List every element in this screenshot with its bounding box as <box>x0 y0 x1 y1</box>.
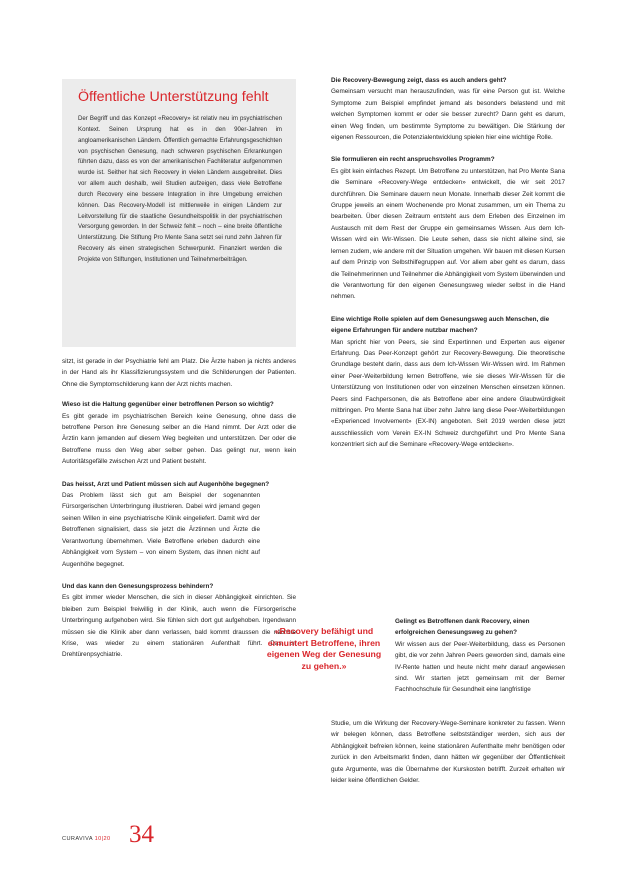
info-box-text: Der Begriff und das Konzept «Recovery» ist relativ neu im psychiatrischen Kontext. Seinen Ursprung hat es in den 90er-Jahren im angloamerikanischen Ländern. Öffentlich gemachte Erfahrungsgeschichten von psychischen Genesung, nach schweren psychischen Erkrankungen führten dazu, dass es von der amerikanischen Fachliteratur aufgenommen wurde ist. Seither hat sich Recovery in vielen Ländern ausgebreitet. Dies vor allem auch deshalb, weil Studien aufzeigen, dass viele Betroffene durch Recovery eine bessere Integration in ihre Umgebung erreichen können. Das Recovery-Modell ist mittlerweile in einigen Ländern zur Leitvorstellung für die staatliche Gesundheitspolitik in der psychiatrischen Versorgung geworden. In der Schweiz fehlt – noch – eine breite öffentliche Unterstützung. Die Stiftung Pro Mente Sana setzt sei rund zehn Jahren für Recovery als einen strategischen Schwerpunkt. Finanziert werden die Projekte von Stiftungen, Institutionen und Teilnehmerbeiträgen. <box>78 115 282 263</box>
answer-6: Man spricht hier von Peers, sie sind Expertinnen und Experten aus eigener Erfahrung. Das Peer-Konzept gehört zur Recovery-Bewegung. Die theoretische Grundlage besteht darin, dass aus dem Ich-Wissen Wir-Wissen wird. Im Rahmen einer Peer-Weiterbildung lernen Betroffene, wie sie dieses Wir-Wissen für die Unterstützung von Institutionen oder von einzelnen Menschen einsetzen können. Peers sind Fachpersonen, die als Betroffene aber eine andere Glaubwürdigkeit mitbringen. Pro Mente Sana hat über zehn Jahre lang diese Peer-Weiterbildungen «Experienced Involvement» (EX-IN) angeboten. Seit 2019 werden diese jetzt ausschliesslich vom Verein EX-IN Schweiz durchgeführt und Pro Mente Sana konzentriert sich auf die Seminare «Recovery-Wege entdecken». <box>331 338 565 449</box>
answer-7-part-1: Wir wissen aus der Peer-Weiterbildung, dass es Personen gibt, die vor zehn Jahren Peers geworden sind, damals eine IV-Rente hatten und heute nicht mehr darauf angewiesen sind. Wir starten jetzt gemeinsam mit der Berner Fachhochschule für Gesundheit eine langfristige <box>395 640 565 694</box>
info-box <box>62 79 296 347</box>
question-4: Die Recovery-Bewegung zeigt, dass es auch anders geht? <box>331 77 507 84</box>
question-1: Wieso ist die Haltung gegenüber einer betroffenen Person so wichtig? <box>62 401 274 409</box>
question-3: Und das kann den Genesungsprozess behindern? <box>62 582 214 590</box>
magazine-title: CURAVIVA <box>62 836 93 842</box>
answer-3: Es gibt immer wieder Menschen, die sich in dieser Abhängigkeit einrichten. Sie bleiben zum Beispiel freiwillig in der Klinik, auch wenn die Fürsorgerische Unterbringung aufgehoben wird. Sie fühlen sich dort gut aufgehoben. Irgendwann müssen sie die Klinik aber dann verlassen, bald kommt draussen die nächste Krise, was wieder zu einem stationären Aufenthalt führt. Das ist Drehtürenpsychiatrie. <box>62 594 296 659</box>
question-7: Gelingt es Betroffenen dank Recovery, einen erfolgreichen Genesungsweg zu gehen? <box>395 618 530 637</box>
question-5: Sie formulieren ein recht anspruchsvolles Programm? <box>331 156 495 164</box>
right-column <box>331 75 565 462</box>
answer-4: Gemeinsam versucht man herauszufinden, was für eine Person gut ist. Welche Symptome zum Beispiel empfindet jemand als besonders belastend und mit welchen Symptomen kommt er oder sie besser zurecht? Dann geht es darum, einen Weg finden, um bestimmte Symptome zu bewältigen. Die Stärkung der eigenen Ressourcen, die Potenzialentwicklung spielen hier eine wichtige Rolle. <box>331 88 565 142</box>
right-column-lower <box>395 616 565 696</box>
answer-2: Das Problem lässt sich gut am Beispiel der sogenannten Fürsorgerischen Unterbringung illustrieren. Dabei wird jemand gegen seinen Willen in eine psychiatrische Klinik eingeliefert. Damit wird der Betroffenen signalisiert, dass sie jetzt die Ärztinnen und Ärzte die Verantwortung übernehmen. Viele Betroffene erleben dadurch eine Abhängigkeit vom System – von einem System, das ihnen nicht auf Augenhöhe begegnet. <box>62 492 260 568</box>
question-2: Das heisst, Arzt und Patient müssen sich auf Augenhöhe begegnen? <box>62 480 270 488</box>
answer-7-part-2: Studie, um die Wirkung der Recovery-Wege-Seminare konkreter zu fassen. Wenn wir belegen können, dass Betroffene selbstständiger werden, sich aus der Abhängigkeit befreien können, keine stationären Aufenthalte mehr benötigen oder zurück in den Arbeitsmarkt finden, dann hätten wir gegenüber der Öffentlichkeit gute Argumente, was die Übernahme der Kurskosten betrifft. Zurzeit erhalten wir leider keine öffentlichen Gelder. <box>331 720 565 785</box>
pull-quote: «Recovery befähigt und ermuntert Betroffene, ihren eigenen Weg der Genesung zu gehen.» <box>266 626 382 671</box>
issue-number: 10|20 <box>94 836 111 842</box>
magazine-name <box>62 836 111 842</box>
answer-5: Es gibt kein einfaches Rezept. Um Betroffene zu unterstützen, hat Pro Mente Sana die Seminare «Recovery-Wege entdecken» entwickelt, die wir seit 2017 durchführen. Die Seminare dauern neun Monate. Innerhalb dieser Zeit kommt die Gruppe jeweils an einem Wochenende pro Monat zusammen, um ein Thema zu bearbeiten. Über diesen Zeitraum entsteht aus dem Erleben des Einzelnen im Austausch mit dem Rest der Gruppe ein gemeinsames Wissen. Aus dem Ich-Wissen wird ein Wir-Wissen. Die Leute sehen, dass sie nicht alleine sind, sie lernen zudem, wie andere mit der Situation umgehen. Wir bauen mit diesen Kursen auf dem Prinzip von Selbsthilfegruppen auf. Vor allem aber geht es darum, dass die Teilnehmerinnen und Teilnehmer die Abhängigkeit vom System überwinden und die Verantwortung für den eigenen Genesungsweg wieder selbst in die Hand nehmen. <box>331 167 565 301</box>
question-6: Eine wichtige Rolle spielen auf dem Genesungsweg auch Menschen, die eigene Erfahrungen für andere nutzbar machen? <box>331 315 550 335</box>
answer-1: Es gibt gerade im psychiatrischen Bereich keine Genesung, ohne dass die betroffene Person ihre Genesung selber an die Hand nimmt. Der Arzt oder die Ärztin kann jemanden auf diesem Weg begleiten und unterstützen. Der oder die Betroffene muss den Weg aber selber gehen. Das gelingt nur, wenn kein Autoritätsgefälle zwischen Arzt und Patient besteht. <box>62 412 296 466</box>
left-column <box>62 356 296 672</box>
page-number: 34 <box>129 821 154 848</box>
left-paragraph-1: sitzt, ist gerade in der Psychiatrie fehl am Platz. Die Ärzte haben ja nichts anderes in der Hand als ihr Klassifizierungssystem und die Schilderungen der Patienten. Ohne die Symptomschilderung kann der Arzt nichts machen. <box>62 358 296 388</box>
info-box-title: Öffentliche Unterstützung fehlt <box>78 89 269 105</box>
right-column-bottom <box>331 718 565 797</box>
